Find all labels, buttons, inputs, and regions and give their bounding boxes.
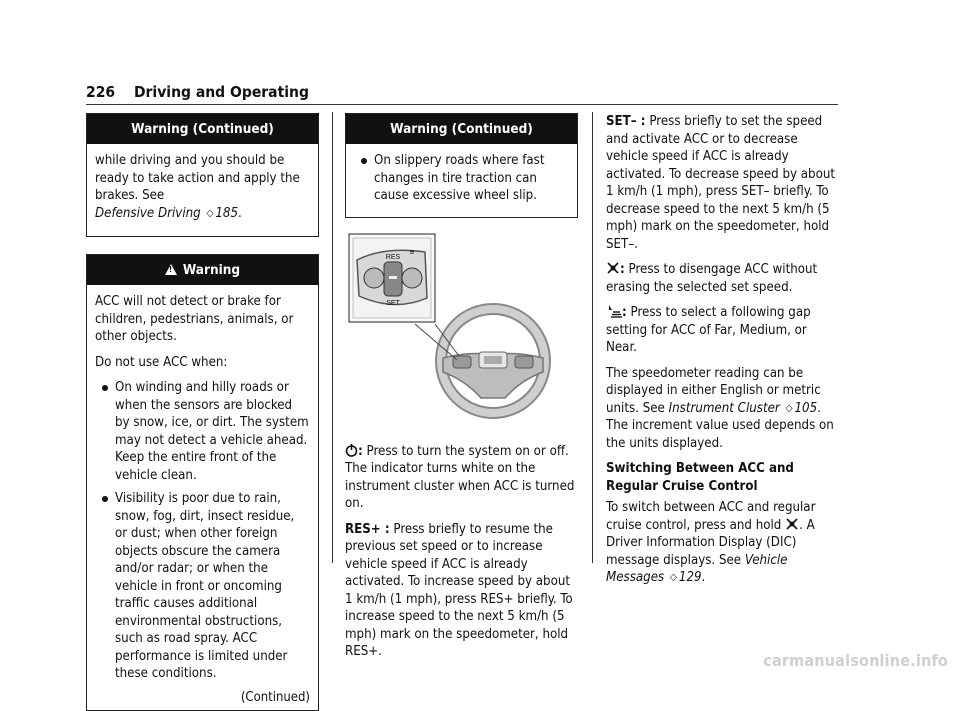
xref-icon: ◇ [206, 207, 214, 219]
page-header [86, 83, 838, 101]
warning-box-acc [86, 254, 319, 711]
column-3 [606, 113, 839, 595]
section-title: Driving and Operating [133, 83, 309, 101]
res-description: RES+ : Press briefly to resume the previous set speed or to increase vehicle speed if ACC is already activated. To increase speed by about 1 km/h (1 mph), press RES+ briefly. To increase speed to the next 5 km/h (5 mph) mark on the speedometer, hold RES+. [345, 521, 573, 659]
following-gap-icon [606, 304, 622, 318]
speedometer-description: The speedometer reading can be displayed in either English or metric units. See Instrument Cluster ◇ 105. The increment value used depends on the units displayed. [606, 365, 834, 451]
watermark: carmanualsonline.info [763, 651, 948, 670]
page-ref[interactable]: 185 [215, 205, 239, 221]
steering-wheel-figure [345, 232, 578, 425]
warning-box-continued [86, 113, 319, 237]
column-divider-2 [592, 112, 593, 563]
warning-box-continued-2 [345, 113, 578, 218]
switching-heading: Switching Between ACC and Regular Cruise Control [606, 461, 794, 494]
warning-text: while driving and you should be ready to take action and apply the brakes. See Defensive Driving ◇ 185. [95, 153, 300, 221]
warning-title: Warning (Continued) [87, 114, 318, 144]
page-ref[interactable]: 129 [678, 570, 702, 585]
warning-title: !Warning [87, 255, 318, 285]
gap-icon: ≡ [409, 247, 415, 256]
warning-title: Warning (Continued) [346, 114, 577, 144]
gap-description: : Press to select a following gap setting for ACC of Far, Medium, or Near. [606, 305, 811, 355]
list-item: On winding and hilly roads or when the sensors are blocked by snow, ice, or dirt. The system may not detect a vehicle ahead. Keep the entire front of the vehicle clean. [95, 379, 310, 484]
list-item: Visibility is poor due to rain, snow, fog, dirt, insect residue, or dust; when other foreign objects obscure the camera and/or radar; or when the vehicle in front or oncoming traffic causes additional environmental obstructions, such as road spray. ACC performance is limited under these conditions. [95, 490, 310, 683]
cancel-icon [785, 517, 799, 531]
set-label: SET [386, 299, 400, 307]
warning-intro: ACC will not detect or brake for children, pedestrians, animals, or other objects. [95, 294, 294, 344]
column-1 [86, 113, 319, 711]
cruise-power-icon [345, 443, 358, 457]
xref-icon: ◇ [785, 402, 793, 414]
link-defensive-driving[interactable]: Defensive Driving [95, 205, 201, 221]
list-item: On slippery roads where fast changes in tire traction can cause excessive wheel slip. [354, 152, 569, 205]
warning-lead: Do not use ACC when: [95, 354, 228, 370]
continued-label: (Continued) [240, 689, 310, 705]
page-ref[interactable]: 105 [794, 400, 818, 416]
warning-bullets [95, 379, 310, 683]
power-description: : Press to turn the system on or off. The indicator turns white on the instrument cluster when ACC is turned on. [345, 443, 575, 511]
xref-icon: ◇ [669, 572, 677, 583]
cancel-icon [606, 261, 620, 275]
link-instrument-cluster[interactable]: Instrument Cluster [668, 400, 780, 416]
warning-triangle-icon [165, 264, 177, 275]
set-description: SET– : Press briefly to set the speed and activate ACC or to decrease vehicle speed if ACC is already activated. To decrease speed by about 1 km/h (1 mph), press SET– briefly. To decrease speed to the next 5 km/h (5 mph) mark on the speedometer, hold SET–. [606, 114, 836, 252]
res-label: RES [385, 253, 401, 261]
header-rule [86, 104, 838, 105]
cancel-description: : Press to disengage ACC without erasing the selected set speed. [606, 262, 818, 295]
column-2 [345, 113, 578, 669]
page-number: 226 [86, 83, 116, 101]
column-divider-1 [332, 112, 333, 563]
switching-description: To switch between ACC and regular cruise control, press and hold . A Driver Information Display (DIC) message displays. See Vehicle Messages ◇ 129. [606, 500, 816, 585]
link-vehicle-messages[interactable]: Vehicle Messages [606, 552, 788, 585]
